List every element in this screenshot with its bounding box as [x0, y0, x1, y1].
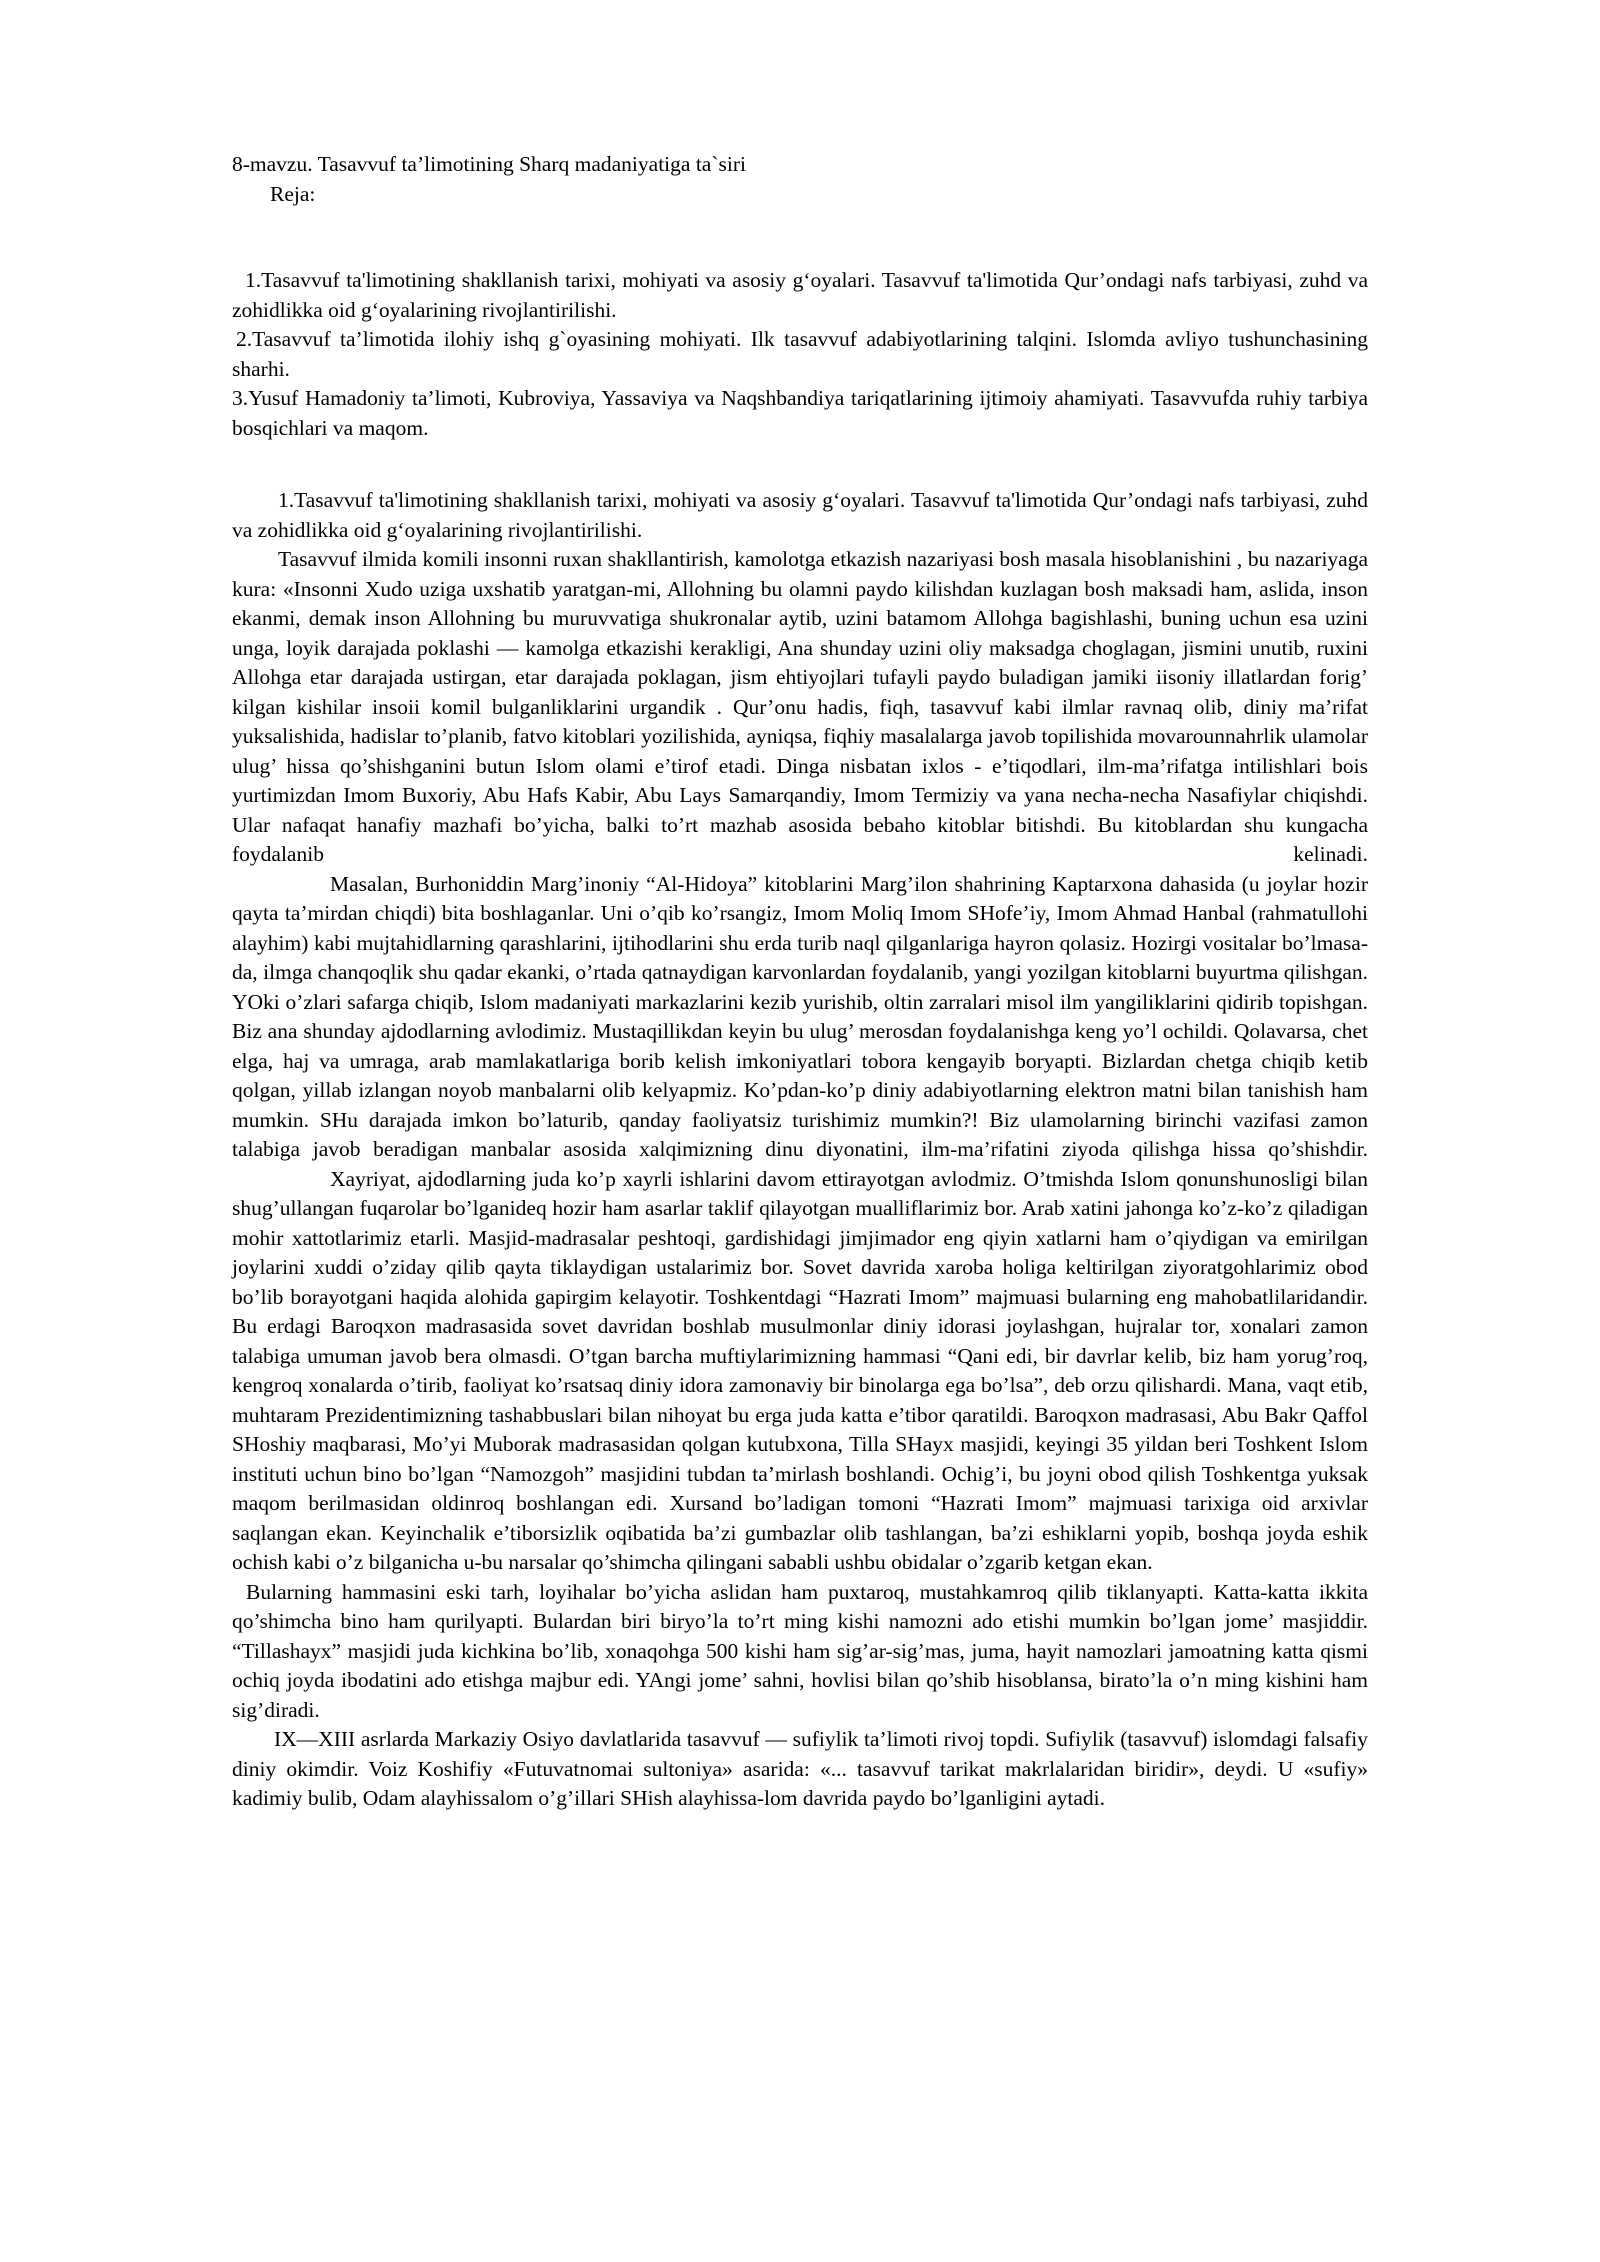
plan-item: 2.Tasavvuf ta’limotida ilohiy ishq g`oyasining mohiyati. Ilk tasavvuf adabiyotlarining talqini. Islomda avliyo tushunchasining sharhi.: [232, 327, 1368, 381]
body-paragraph: Bularning hammasini eski tarh, loyihalar bo’yicha aslidan ham puxtaroq, mustahkamroq qilib tiklanyapti. Katta-katta ikkita qo’shimcha bino ham qurilyapti. Bulardan biri biryo’la to’rt ming kishi namozni ado etishi mumkin bo’lgan jome’ masjiddir. “Tillashayx” masjidi juda kichkina bo’lib, xonaqohga 500 kishi ham sig’ar-sig’mas, juma, hayit namozlari jamoatning katta qismi ochiq joyda ibodatini ado etishga majbur edi. YAngi jome’ sahni, hovlisi bilan qo’shib hisoblansa, birato’la o’n ming kishini ham sig’diradi.: [232, 1579, 1368, 1722]
document-content: [232, 150, 1368, 1814]
plan-label: Reja:: [270, 181, 316, 206]
page-title: 8-mavzu. Tasavvuf ta’limotining Sharq madaniyatiga ta`siri: [232, 152, 746, 176]
plan-item: 1.Tasavvuf ta'limotining shakllanish tarixi, mohiyati va asosiy g‘oyalari. Tasavvuf ta'limotida Qur’ondagi nafs tarbiyasi, zuhd va zohidlikka oid g‘oyalarining rivojlantirilishi.: [232, 268, 1368, 322]
section-heading: 1.Tasavvuf ta'limotining shakllanish tarixi, mohiyati va asosiy g‘oyalari. Tasavvuf ta'limotida Qur’ondagi nafs tarbiyasi, zuhd va zohidlikka oid g‘oyalarining rivojlantirilishi.: [232, 488, 1368, 542]
body-paragraph: Xayriyat, ajdodlarning juda ko’p xayrli ishlarini davom ettirayotgan avlodmiz. O’tmishda Islom qonunshunosligi bilan shug’ullangan fuqarolar bo’lganideq hozir ham asarlar taklif qilayotgan mualliflarimiz bor. Arab xatini jahonga ko’z-ko’z qiladigan mohir xattotlarimiz etarli. Masjid-madrasalar peshtoqi, gardishidagi jimjimador eng qiyin xatlarni ham o’qiydigan va emirilgan joylarini xuddi o’ziday qilib qayta tiklaydigan ustalarimiz bor. Sovet davrida xaroba holiga keltirilgan ziyoratgohlarimiz obod bo’lib borayotgani haqida alohida gapirgim kelayotir. Toshkentdagi “Hazrati Imom” majmuasi bularning eng mahobatlilaridandir. Bu erdagi Baroqxon madrasasida sovet davridan boshlab musulmonlar diniy idorasi joylashgan, hujralar tor, xonalari zamon talabiga umuman javob bera olmasdi. O’tgan barcha muftiylarimizning hammasi “Qani edi, bir davrlar kelib, biz ham yorug’roq, kengroq xonalarda o’tirib, faoliyat ko’rsatsaq diniy idora zamonaviy bir binolarga ega bo’lsa”, deb orzu qilishardi. Mana, vaqt etib, muhtaram Prezidentimizning tashabbuslari bilan nihoyat bu erga juda katta e’tibor qaratildi. Baroqxon madrasasi, Abu Bakr Qaffol SHoshiy maqbarasi, Mo’yi Muborak madrasasidan qolgan kutubxona, Tilla SHayx masjidi, keyingi 35 yildan beri Toshkent Islom instituti uchun bino bo’lgan “Namozgoh” masjidini tubdan ta’mirlash boshlandi. Ochig’i, bu joyni obod qilish Toshkentga yuksak maqom berilmasidan oldinroq boshlangan edi. Xursand bo’ladigan tomoni “Hazrati Imom” majmuasi tarixiga oid arxivlar saqlangan ekan. Keyinchalik e’tiborsizlik oqibatida ba’zi gumbazlar olib tashlangan, ba’zi eshiklarni yopib, boshqa joyda eshik ochish kabi o’z bilganicha u-bu narsalar qo’shimcha qilingani sababli ushbu obidalar o’zgarib ketgan ekan.: [232, 1166, 1368, 1574]
body-paragraph: Tasavvuf ilmida komili insonni ruxan shakllantirish, kamolotga etkazish nazariyasi bosh masala hisoblanishini , bu nazariyaga kura: «Insonni Xudo uziga uxshatib yaratgan-mi, Allohning bu olamni paydo kilishdan kuzlagan bosh maksadi ham, aslida, inson ekanmi, demak inson Allohning bu muruvvatiga shukronalar aytib, uzini batamom Allohga bagishlashi, buning uchun esa uzini unga, loyik darajada poklashi — kamolga etkazishi kerakligi, Ana shunday uzini oliy maksadga choglagan, jismini unutib, ruxini Allohga etar darajada ustirgan, etar darajada poklagan, jism ehtiyojlari tufayli paydo buladigan jamiki iisoniy illatlardan forig’ kilgan kishilar insoii komil bulganliklarini urgandik . Qur’onu hadis, fiqh, tasavvuf kabi ilmlar ravnaq olib, diniy ma’rifat yuksalishida, hadislar to’planib, fatvo kitoblari yozilishida, ayniqsa, fiqhiy masalalarga javob topilishida movarounnahrlik ulamolar ulug’ hissa qo’shishganini butun Islom olami e’tirof etadi. Dinga nisbatan ixlos - e’tiqodlari, ilm-ma’rifatga intilishlari bois yurtimizdan Imom Buxoriy, Abu Hafs Kabir, Abu Lays Samarqandiy, Imom Termiziy va yana necha-necha Nasafiylar chiqishdi. Ular nafaqat hanafiy mazhafi bo’yicha, balki to’rt mazhab asosida bebaho kitoblar bitishdi. Bu kitoblardan shu kungacha foydalanib kelinadi.: [232, 547, 1368, 866]
plan-list: [232, 266, 1368, 443]
document-body: [232, 486, 1368, 1814]
plan-item: 3.Yusuf Hamadoniy ta’limoti, Kubroviya, Yassaviya va Naqshbandiya tariqatlarining ijtimoiy ahamiyati. Tasavvufda ruhiy tarbiya bosqichlari va maqom.: [232, 386, 1368, 440]
body-paragraph: IX—XIII asrlarda Markaziy Osiyo davlatlarida tasavvuf — sufiylik ta’limoti rivoj topdi. Sufiylik (tasavvuf) islomdagi falsafiy diniy okimdir. Voiz Koshifiy «Futuvatnomai sultoniya» asarida: «... tasavvuf tarikat makrlalaridan biridir», deydi. U «sufiy» kadimiy bulib, Odam alayhissalom o’g’illari SHish alayhissa-lom davrida paydo bo’lganligini aytadi.: [232, 1727, 1368, 1810]
body-paragraph: Masalan, Burhoniddin Marg’inoniy “Al-Hidoya” kitoblarini Marg’ilon shahrining Kaptarxona dahasida (u joylar hozir qayta ta’mirdan chiqdi) bita boshlaganlar. Uni o’qib ko’rsangiz, Imom Moliq Imom SHofe’iy, Imom Ahmad Hanbal (rahmatullohi alayhim) kabi mujtahidlarning qarashlarini, ijtihodlarini shu erda turib naql qilganlariga hayron qolasiz. Hozirgi vositalar bo’lmasa-da, ilmga chanqoqlik shu qadar ekanki, o’rtada qatnaydigan karvonlardan foydalanib, yangi yozilgan kitoblarni buyurtma qilishgan. YOki o’zlari safarga chiqib, Islom madaniyati markazlarini kezib yurishib, oltin zarralari misol ilm yangiliklarini qidirib topishgan. Biz ana shunday ajdodlarning avlodimiz. Mustaqillikdan keyin bu ulug’ merosdan foydalanishga keng yo’l ochildi. Qolavarsa, chet elga, haj va umraga, arab mamlakatlariga borib kelish imkoniyatlari tobora kengayib boryapti. Bizlardan chetga chiqib ketib qolgan, yillab izlangan noyob manbalarni olib kelyapmiz. Ko’pdan-ko’p diniy adabiyotlarning elektron matni bilan tanishish ham mumkin. SHu darajada imkon bo’laturib, qanday faoliyatsiz turishimiz mumkin?! Biz ulamolarning birinchi vazifasi zamon talabiga javob beradigan manbalar asosida xalqimizning dinu diyonatini, ilm-ma’rifatini ziyoda qilishga hissa qo’shishdir.: [232, 871, 1368, 1161]
